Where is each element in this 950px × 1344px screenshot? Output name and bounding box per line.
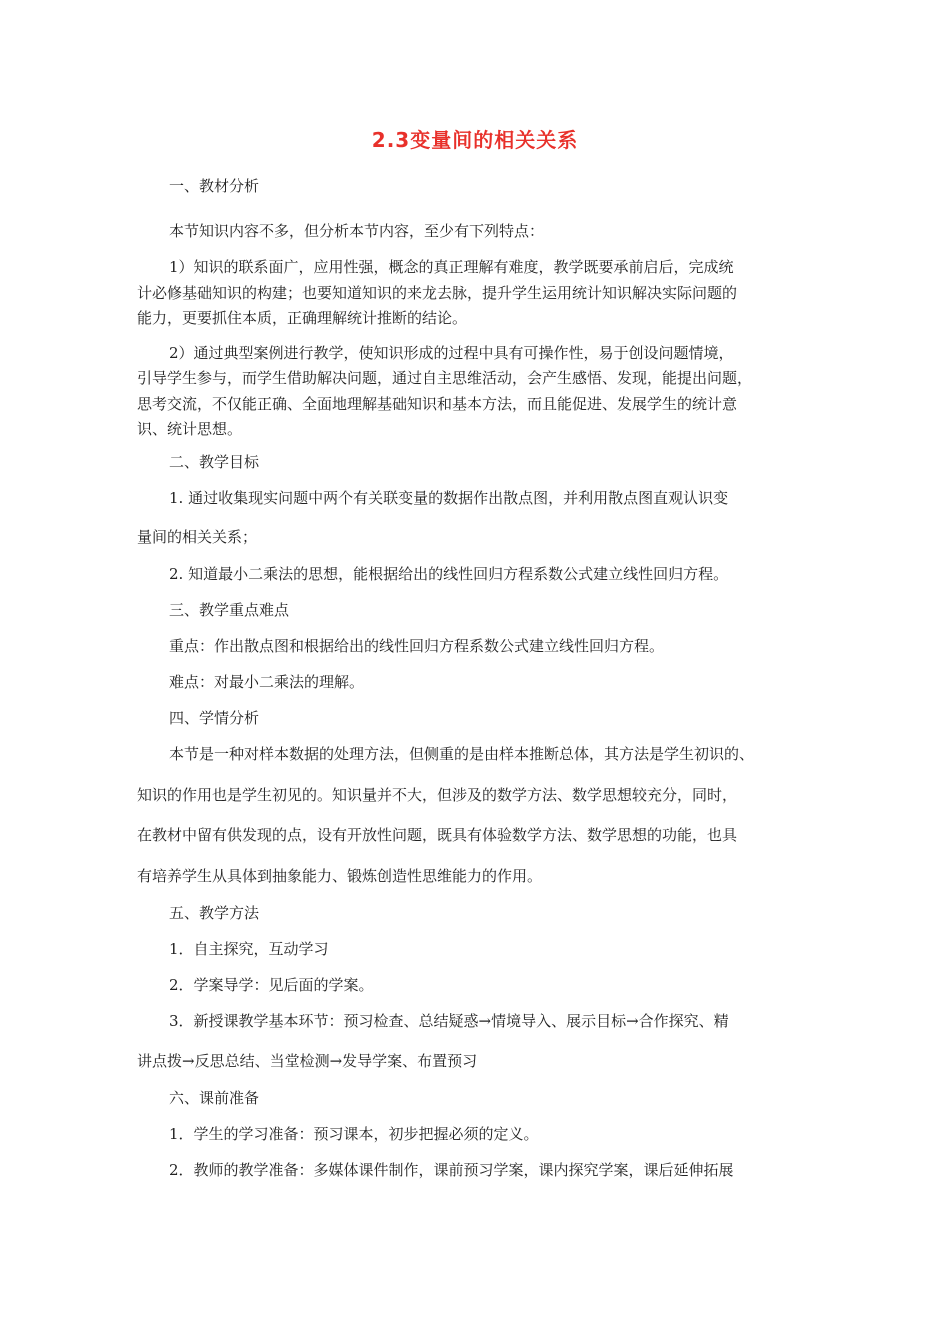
paragraph: 引导学生参与，而学生借助解决问题，通过自主思维活动，会产生感悟、发现，能提出问题， bbox=[137, 369, 753, 387]
list-item: 1．学生的学习准备：预习课本，初步把握必须的定义。 bbox=[169, 1125, 539, 1143]
list-item: 2. 知道最小二乘法的思想，能根据给出的线性回归方程系数公式建立线性回归方程。 bbox=[169, 565, 729, 583]
paragraph: 计必修基础知识的构建；也要知道知识的来龙去脉，提升学生运用统计知识解决实际问题的 bbox=[137, 284, 738, 302]
list-item: 2．教师的教学准备：多媒体课件制作，课前预习学案，课内探究学案，课后延伸拓展 bbox=[169, 1161, 734, 1179]
paragraph: 1）知识的联系面广，应用性强，概念的真正理解有难度，教学既要承前启后，完成统 bbox=[169, 258, 734, 276]
list-item: 1. 通过收集现实问题中两个有关联变量的数据作出散点图，并利用散点图直观认识变 bbox=[169, 489, 729, 507]
heading-2: 二、教学目标 bbox=[169, 453, 260, 471]
paragraph: 知识的作用也是学生初见的。知识量并不大，但涉及的数学方法、数学思想较充分，同时， bbox=[137, 786, 738, 804]
heading-3: 三、教学重点难点 bbox=[169, 601, 290, 619]
list-item: 讲点拨→反思总结、当堂检测→发导学案、布置预习 bbox=[137, 1052, 478, 1070]
paragraph: 在教材中留有供发现的点，设有开放性问题，既具有体验数学方法、数学思想的功能，也具 bbox=[137, 826, 738, 844]
paragraph: 重点：作出散点图和根据给出的线性回归方程系数公式建立线性回归方程。 bbox=[169, 637, 665, 655]
list-item: 2．学案导学：见后面的学案。 bbox=[169, 976, 374, 994]
paragraph: 本节知识内容不多，但分析本节内容，至少有下列特点： bbox=[169, 222, 545, 240]
paragraph: 有培养学生从具体到抽象能力、锻炼创造性思维能力的作用。 bbox=[137, 867, 543, 885]
document-title: 2.3变量间的相关关系 bbox=[371, 128, 579, 152]
heading-5: 五、教学方法 bbox=[169, 904, 260, 922]
heading-4: 四、学情分析 bbox=[169, 709, 260, 727]
list-item: 3．新授课教学基本环节：预习检查、总结疑惑→情境导入、展示目标→合作探究、精 bbox=[169, 1012, 729, 1030]
list-item: 量间的相关关系； bbox=[137, 528, 258, 546]
paragraph: 难点：对最小二乘法的理解。 bbox=[169, 673, 365, 691]
paragraph: 2）通过典型案例进行教学，使知识形成的过程中具有可操作性，易于创设问题情境， bbox=[169, 344, 734, 362]
list-item: 1．自主探究，互动学习 bbox=[169, 940, 329, 958]
paragraph: 思考交流，不仅能正确、全面地理解基础知识和基本方法，而且能促进、发展学生的统计意 bbox=[137, 395, 738, 413]
paragraph: 本节是一种对样本数据的处理方法，但侧重的是由样本推断总体，其方法是学生初识的、 bbox=[169, 745, 755, 763]
heading-6: 六、课前准备 bbox=[169, 1089, 260, 1107]
paragraph: 能力，更要抓住本质，正确理解统计推断的结论。 bbox=[137, 309, 468, 327]
paragraph: 识、统计思想。 bbox=[137, 420, 243, 438]
heading-1: 一、教材分析 bbox=[169, 177, 260, 195]
